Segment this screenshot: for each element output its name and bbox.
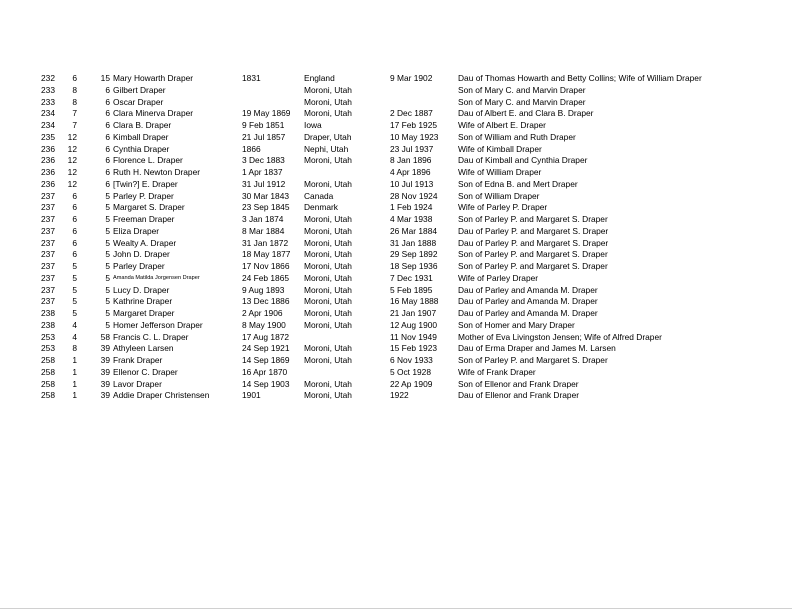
relationship-note: Dau of Albert E. and Clara B. Draper (458, 108, 594, 119)
relationship-note: Wife of Parley P. Draper (458, 202, 548, 213)
relationship-note: Mother of Eva Livingston Jensen; Wife of Alfred Draper (458, 331, 662, 342)
death-date: 12 Aug 1900 (390, 319, 438, 330)
birth-date: 16 Apr 1870 (242, 366, 288, 377)
record-col-3: 5 (105, 296, 110, 307)
record-row (30, 238, 702, 250)
record-col-1: 258 (41, 378, 55, 389)
person-name: Addie Draper Christensen (113, 390, 210, 401)
record-col-1: 238 (41, 319, 55, 330)
record-row (30, 367, 702, 379)
record-col-1: 235 (41, 131, 55, 142)
birth-place: Moroni, Utah (304, 308, 352, 318)
relationship-note: Son of Parley P. and Margaret S. Draper (458, 261, 608, 271)
birth-date: 3 Dec 1883 (242, 155, 285, 166)
birth-place: Moroni, Utah (304, 343, 352, 354)
record-col-2: 6 (72, 190, 77, 201)
person-name: [Twin?] E. Draper (113, 178, 178, 189)
record-col-2: 8 (72, 84, 77, 95)
record-row (30, 249, 702, 261)
birth-place: Canada (304, 190, 334, 201)
relationship-note: Son of Edna B. and Mert Draper (458, 178, 578, 189)
page-bottom-divider (0, 608, 792, 609)
death-date: 5 Oct 1928 (390, 366, 431, 377)
record-col-2: 5 (72, 308, 77, 318)
birth-place: Moroni, Utah (304, 237, 352, 248)
birth-date (242, 97, 304, 109)
record-col-2: 6 (72, 249, 77, 260)
record-col-1: 237 (41, 272, 55, 283)
relationship-note: Dau of Erma Draper and James M. Larsen (458, 343, 616, 354)
record-col-3: 58 (100, 331, 110, 342)
birth-place: Moroni, Utah (304, 249, 352, 260)
record-col-2: 1 (72, 355, 77, 365)
record-row (30, 73, 702, 85)
record-col-1: 237 (41, 190, 55, 201)
birth-date: 8 May 1900 (242, 319, 286, 330)
record-row (30, 108, 702, 120)
person-name: Francis C. L. Draper (113, 331, 189, 342)
record-col-1: 236 (41, 167, 55, 177)
record-row (30, 214, 702, 226)
record-col-1: 236 (41, 155, 55, 166)
death-date: 4 Mar 1938 (390, 214, 433, 224)
birth-date: 14 Sep 1869 (242, 355, 290, 365)
death-date: 8 Jan 1896 (390, 155, 432, 166)
birth-place: Moroni, Utah (304, 225, 352, 236)
birth-place: Moroni, Utah (304, 96, 352, 107)
record-col-3: 5 (105, 308, 110, 318)
record-col-1: 233 (41, 84, 55, 95)
record-row (30, 120, 702, 132)
records-body (30, 73, 702, 402)
birth-place: Moroni, Utah (304, 296, 352, 307)
burial-records-table (30, 73, 702, 402)
relationship-note: Son of William and Ruth Draper (458, 131, 576, 142)
birth-place: Moroni, Utah (304, 155, 352, 166)
record-row (30, 285, 702, 297)
birth-date: 9 Aug 1893 (242, 284, 285, 295)
birth-place: Draper, Utah (304, 131, 352, 142)
relationship-note: Dau of Parley and Amanda M. Draper (458, 308, 598, 318)
person-name: Ellenor C. Draper (113, 366, 178, 377)
record-col-2: 5 (72, 296, 77, 307)
record-col-1: 237 (41, 202, 55, 213)
relationship-note: Dau of Parley and Amanda M. Draper (458, 296, 598, 307)
relationship-note: Wife of William Draper (458, 167, 542, 177)
record-col-2: 7 (72, 108, 77, 119)
record-col-3: 5 (105, 249, 110, 260)
birth-date: 1866 (242, 143, 261, 154)
relationship-note: Dau of Parley P. and Margaret S. Draper (458, 237, 609, 248)
record-row (30, 296, 702, 308)
birth-place (304, 167, 390, 179)
death-date: 26 Mar 1884 (390, 225, 438, 236)
record-col-3: 5 (105, 214, 110, 224)
record-col-3: 5 (105, 284, 110, 295)
birth-place: Moroni, Utah (304, 319, 352, 330)
record-row (30, 144, 702, 156)
relationship-note: Wife of Albert E. Draper (458, 120, 546, 130)
record-col-3: 5 (105, 225, 110, 236)
birth-place: England (304, 73, 335, 83)
person-name: Amanda Matilda Jorgensen Draper (113, 274, 200, 281)
relationship-note: Wife of Parley Draper (458, 272, 539, 283)
birth-date: 19 May 1869 (242, 108, 291, 119)
relationship-note: Son of Parley P. and Margaret S. Draper (458, 355, 608, 365)
record-col-3: 6 (105, 167, 110, 177)
record-col-2: 1 (72, 378, 77, 389)
record-col-2: 4 (72, 331, 77, 342)
death-date: 29 Sep 1892 (390, 249, 438, 260)
person-name: Clara B. Draper (113, 120, 172, 130)
death-date (390, 97, 458, 109)
record-col-1: 236 (41, 178, 55, 189)
birth-place: Moroni, Utah (304, 214, 352, 224)
person-name: Ruth H. Newton Draper (113, 167, 201, 177)
record-col-2: 5 (72, 284, 77, 295)
record-col-3: 6 (105, 84, 110, 95)
birth-date (242, 85, 304, 97)
record-col-3: 5 (105, 237, 110, 248)
record-col-2: 6 (72, 237, 77, 248)
record-col-3: 5 (105, 261, 110, 271)
record-col-3: 6 (105, 131, 110, 142)
birth-place: Moroni, Utah (304, 272, 352, 283)
person-name: Lavor Draper (113, 378, 162, 389)
death-date: 31 Jan 1888 (390, 237, 437, 248)
person-name: Parley P. Draper (113, 190, 174, 201)
death-date: 28 Nov 1924 (390, 190, 438, 201)
person-name: Gilbert Draper (113, 84, 166, 95)
record-col-2: 12 (67, 155, 77, 166)
birth-place: Nephi, Utah (304, 143, 349, 154)
relationship-note: Dau of Parley P. and Margaret S. Draper (458, 225, 609, 236)
record-col-2: 8 (72, 343, 77, 354)
record-col-1: 253 (41, 331, 55, 342)
birth-date: 1901 (242, 390, 261, 401)
record-col-1: 234 (41, 120, 55, 130)
record-row (30, 390, 702, 402)
person-name: Kathrine Draper (113, 296, 173, 307)
record-col-3: 39 (100, 355, 110, 365)
person-name: Eliza Draper (113, 225, 160, 236)
record-col-3: 39 (100, 378, 110, 389)
record-col-2: 6 (72, 214, 77, 224)
relationship-note: Son of Homer and Mary Draper (458, 319, 575, 330)
death-date: 15 Feb 1923 (390, 343, 438, 354)
record-row (30, 132, 702, 144)
death-date: 23 Jul 1937 (390, 143, 434, 154)
birth-place: Moroni, Utah (304, 261, 352, 271)
death-date: 1922 (390, 390, 409, 401)
record-col-2: 1 (72, 366, 77, 377)
record-col-1: 237 (41, 284, 55, 295)
record-col-1: 237 (41, 249, 55, 260)
record-row (30, 355, 702, 367)
death-date: 11 Nov 1949 (390, 331, 437, 342)
birth-date: 1 Apr 1837 (242, 167, 283, 177)
death-date: 2 Dec 1887 (390, 108, 433, 119)
person-name: Mary Howarth Draper (113, 73, 194, 83)
relationship-note: Son of Parley P. and Margaret S. Draper (458, 249, 608, 260)
death-date: 1 Feb 1924 (390, 202, 433, 213)
death-date (390, 85, 458, 97)
birth-place: Moroni, Utah (304, 284, 352, 295)
record-row (30, 85, 702, 97)
birth-place: Moroni, Utah (304, 355, 352, 365)
birth-place: Moroni, Utah (304, 84, 352, 95)
birth-place: Moroni, Utah (304, 390, 352, 401)
death-date: 9 Mar 1902 (390, 73, 433, 83)
birth-date: 18 May 1877 (242, 249, 291, 260)
birth-date: 30 Mar 1843 (242, 190, 290, 201)
record-col-3: 6 (105, 120, 110, 130)
record-col-2: 6 (72, 225, 77, 236)
death-date: 16 May 1888 (390, 296, 439, 307)
record-row (30, 343, 702, 355)
record-col-3: 6 (105, 143, 110, 154)
record-col-3: 39 (100, 343, 110, 354)
record-col-2: 12 (67, 178, 77, 189)
person-name: Parley Draper (113, 261, 165, 271)
birth-place (304, 332, 390, 344)
birth-date: 24 Sep 1921 (242, 343, 290, 354)
birth-date: 1831 (242, 73, 261, 83)
record-col-2: 12 (67, 167, 77, 177)
birth-date: 23 Sep 1845 (242, 202, 290, 213)
relationship-note: Dau of Kimball and Cynthia Draper (458, 155, 588, 166)
birth-date: 17 Aug 1872 (242, 331, 290, 342)
relationship-note: Son of Mary C. and Marvin Draper (458, 96, 586, 107)
record-row (30, 320, 702, 332)
record-col-3: 5 (105, 202, 110, 213)
person-name: Athyleen Larsen (113, 343, 174, 354)
record-col-3: 15 (100, 73, 110, 83)
person-name: Frank Draper (113, 355, 163, 365)
death-date: 6 Nov 1933 (390, 355, 433, 365)
death-date: 5 Feb 1895 (390, 284, 433, 295)
person-name: Kimball Draper (113, 131, 169, 142)
record-row (30, 379, 702, 391)
relationship-note: Wife of Frank Draper (458, 366, 536, 377)
record-col-1: 237 (41, 261, 55, 271)
person-name: John D. Draper (113, 249, 170, 260)
record-row (30, 191, 702, 203)
record-col-2: 5 (72, 261, 77, 271)
record-row (30, 202, 702, 214)
death-date: 18 Sep 1936 (390, 261, 438, 271)
record-col-2: 8 (72, 96, 77, 107)
record-row (30, 179, 702, 191)
person-name: Florence L. Draper (113, 155, 183, 166)
record-col-1: 237 (41, 225, 55, 236)
person-name: Lucy D. Draper (113, 284, 170, 295)
birth-date: 2 Apr 1906 (242, 308, 283, 318)
person-name: Cynthia Draper (113, 143, 170, 154)
birth-date: 17 Nov 1866 (242, 261, 290, 271)
relationship-note: Dau of Parley and Amanda M. Draper (458, 284, 598, 295)
record-col-1: 232 (41, 73, 55, 83)
record-row (30, 226, 702, 238)
birth-place: Moroni, Utah (304, 178, 352, 189)
record-row (30, 261, 702, 273)
record-col-2: 6 (72, 73, 77, 83)
record-col-3: 5 (105, 319, 110, 330)
death-date: 10 Jul 1913 (390, 178, 434, 189)
record-col-3: 6 (105, 108, 110, 119)
record-col-3: 5 (105, 272, 110, 283)
birth-date: 13 Dec 1886 (242, 296, 290, 307)
person-name: Margaret Draper (113, 308, 175, 318)
record-col-3: 39 (100, 366, 110, 377)
record-col-3: 39 (100, 390, 110, 401)
death-date: 7 Dec 1931 (390, 272, 433, 283)
birth-date: 31 Jan 1872 (242, 237, 289, 248)
death-date: 17 Feb 1925 (390, 120, 438, 130)
death-date: 4 Apr 1896 (390, 167, 431, 177)
person-name: Freeman Draper (113, 214, 175, 224)
person-name: Clara Minerva Draper (113, 108, 194, 119)
record-col-2: 6 (72, 202, 77, 213)
person-name: Homer Jefferson Draper (113, 319, 203, 330)
death-date: 22 Ap 1909 (390, 378, 433, 389)
person-name: Margaret S. Draper (113, 202, 185, 213)
birth-place: Iowa (304, 120, 322, 130)
birth-place: Moroni, Utah (304, 108, 352, 119)
birth-date: 21 Jul 1857 (242, 131, 286, 142)
record-row (30, 97, 702, 109)
birth-place: Moroni, Utah (304, 378, 352, 389)
record-col-1: 233 (41, 96, 55, 107)
person-name: Wealty A. Draper (113, 237, 177, 248)
record-col-1: 234 (41, 108, 55, 119)
relationship-note: Son of Ellenor and Frank Draper (458, 378, 579, 389)
record-row (30, 167, 702, 179)
record-col-1: 258 (41, 390, 55, 401)
record-col-3: 5 (105, 190, 110, 201)
record-col-3: 6 (105, 178, 110, 189)
relationship-note: Son of Parley P. and Margaret S. Draper (458, 214, 608, 224)
record-col-2: 12 (67, 143, 77, 154)
record-col-2: 4 (72, 319, 77, 330)
birth-date: 9 Feb 1851 (242, 120, 285, 130)
birth-date: 31 Jul 1912 (242, 178, 286, 189)
birth-date: 8 Mar 1884 (242, 225, 285, 236)
record-col-1: 237 (41, 214, 55, 224)
record-row (30, 308, 702, 320)
record-col-2: 7 (72, 120, 77, 130)
birth-date: 3 Jan 1874 (242, 214, 284, 224)
record-col-2: 1 (72, 390, 77, 401)
record-col-1: 236 (41, 143, 55, 154)
record-col-3: 6 (105, 155, 110, 166)
record-col-2: 5 (72, 272, 77, 283)
birth-date: 14 Sep 1903 (242, 378, 290, 389)
relationship-note: Son of William Draper (458, 190, 540, 201)
record-col-1: 253 (41, 343, 55, 354)
record-col-1: 237 (41, 237, 55, 248)
relationship-note: Wife of Kimball Draper (458, 143, 542, 154)
person-name: Oscar Draper (113, 96, 164, 107)
birth-date: 24 Feb 1865 (242, 272, 290, 283)
record-col-1: 237 (41, 296, 55, 307)
record-col-1: 258 (41, 355, 55, 365)
record-col-1: 238 (41, 308, 55, 318)
record-col-1: 258 (41, 366, 55, 377)
relationship-note: Son of Mary C. and Marvin Draper (458, 84, 586, 95)
record-col-2: 12 (67, 131, 77, 142)
death-date: 21 Jan 1907 (390, 308, 437, 318)
birth-place: Denmark (304, 202, 338, 213)
record-row (30, 273, 702, 285)
death-date: 10 May 1923 (390, 131, 439, 142)
birth-place (304, 367, 390, 379)
record-row (30, 332, 702, 344)
relationship-note: Dau of Thomas Howarth and Betty Collins; Wife of William Draper (458, 73, 702, 83)
relationship-note: Dau of Ellenor and Frank Draper (458, 390, 580, 401)
record-col-3: 6 (105, 96, 110, 107)
record-row (30, 155, 702, 167)
